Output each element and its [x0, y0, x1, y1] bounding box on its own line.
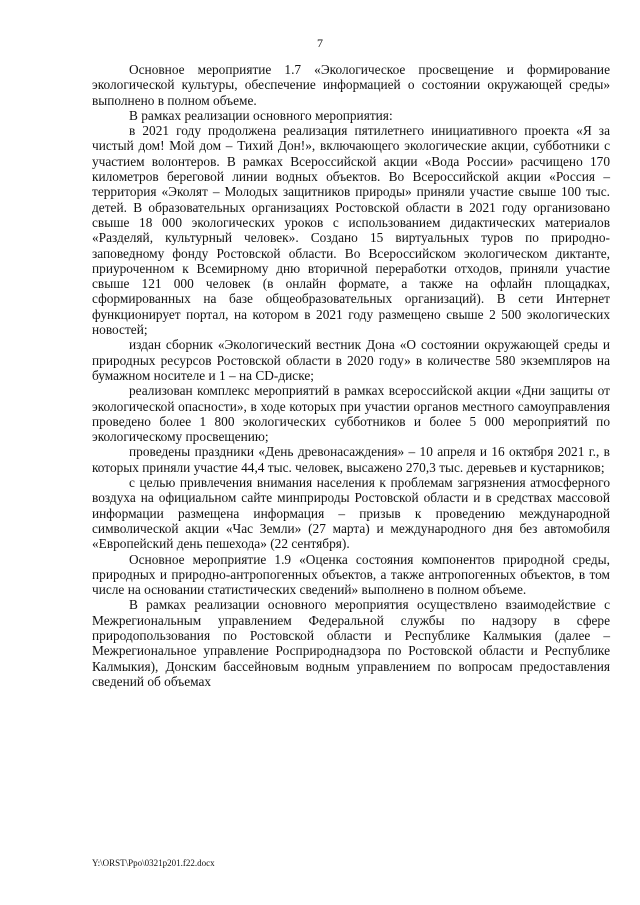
paragraph-eco-bulletin: издан сборник «Экологический вестник Дона «О состоянии окружающей среды и природных ресурсов Ростовской области в 2020 году» в количестве 580 экземпляров на бумажном носителе и 1 – на CD-диске; [92, 337, 610, 383]
paragraph-eco-danger-days: реализован комплекс мероприятий в рамках всероссийской акции «Дни защиты от экологической опасности», в ходе которых при участии органов местного самоуправления проведено более 1 800 экологических субботников и более 5 000 мероприятий по экологическому просвещению; [92, 383, 610, 445]
paragraph-within-framework: В рамках реализации основного мероприятия: [129, 107, 393, 123]
paragraph-measure-1-7: Основное мероприятие 1.7 «Экологическое просвещение и формирование экологической культуры, обеспечение информацией о состоянии окружающей среды» выполнено в полном объеме. [92, 62, 610, 108]
page-number: 7 [317, 36, 323, 50]
paragraph-eco-project-2021: в 2021 году продолжена реализация пятилетнего инициативного проекта «Я за чистый дом! Мой дом – Тихий Дон!», включающего экологические акции, субботники с участием волонтеров. В рамках Всероссийской акции «Вода России» расчищено 170 километров береговой линии водных объектов. Во Всероссийской акции «Россия – территория «Эколят – Молодых защитников природы» приняли участие свыше 100 тыс. детей. В образовательных организациях Ростовской области в 2021 году организовано свыше 18 000 экологических уроков с использованием дидактических материалов «Разделяй, культурный человек». Создано 15 виртуальных туров по природно-заповедному фонду Ростовской области. Во Всероссийском экологическом диктанте, приуроченном к Всемирному дню вторичной переработки отходов, приняли участие свыше 121 000 человек (в онлайн формате, а также на офлайн площадках, сформированных на базе общеобразовательных организаций). В сети Интернет функционирует портал, на котором в 2021 году размещено свыше 2 500 экологических новостей; [92, 123, 610, 338]
paragraph-interaction: В рамках реализации основного мероприятия осуществлено взаимодействие с Межрегиональным управлением Федеральной службы по надзору в сфере природопользования по Ростовской области и Республике Калмыкия (далее – Межрегиональное управление Росприроднадзора по Ростовской области и Республике Калмыкия), Донским бассейновым водным управлением по вопросам предоставления сведений об объемах [92, 597, 610, 689]
file-path-footer: Y:\ORST\Ppo\0321p201.f22.docx [92, 858, 215, 868]
paragraph-measure-1-9: Основное мероприятие 1.9 «Оценка состояния компонентов природной среды, природных и природно-антропогенных объектов, а также антропогенных объектов, в том числе на основании статистических сведений» выполнено в полном объеме. [92, 551, 610, 598]
paragraph-earth-hour: с целью привлечения внимания населения к проблемам загрязнения атмосферного воздуха на официальном сайте минприроды Ростовской области и в средствах массовой информации размещена информация – призыв к проведению международной символической акции «Час Земли» (27 марта) и международного дня без автомобиля «Европейский день пешехода» (22 сентября). [92, 475, 610, 552]
document-body [92, 62, 610, 689]
paragraph-tree-planting-day: проведены праздники «День древонасаждения» – 10 апреля и 16 октября 2021 г., в которых приняли участие 44,4 тыс. человек, высажено 270,3 тыс. деревьев и кустарников; [92, 444, 610, 475]
